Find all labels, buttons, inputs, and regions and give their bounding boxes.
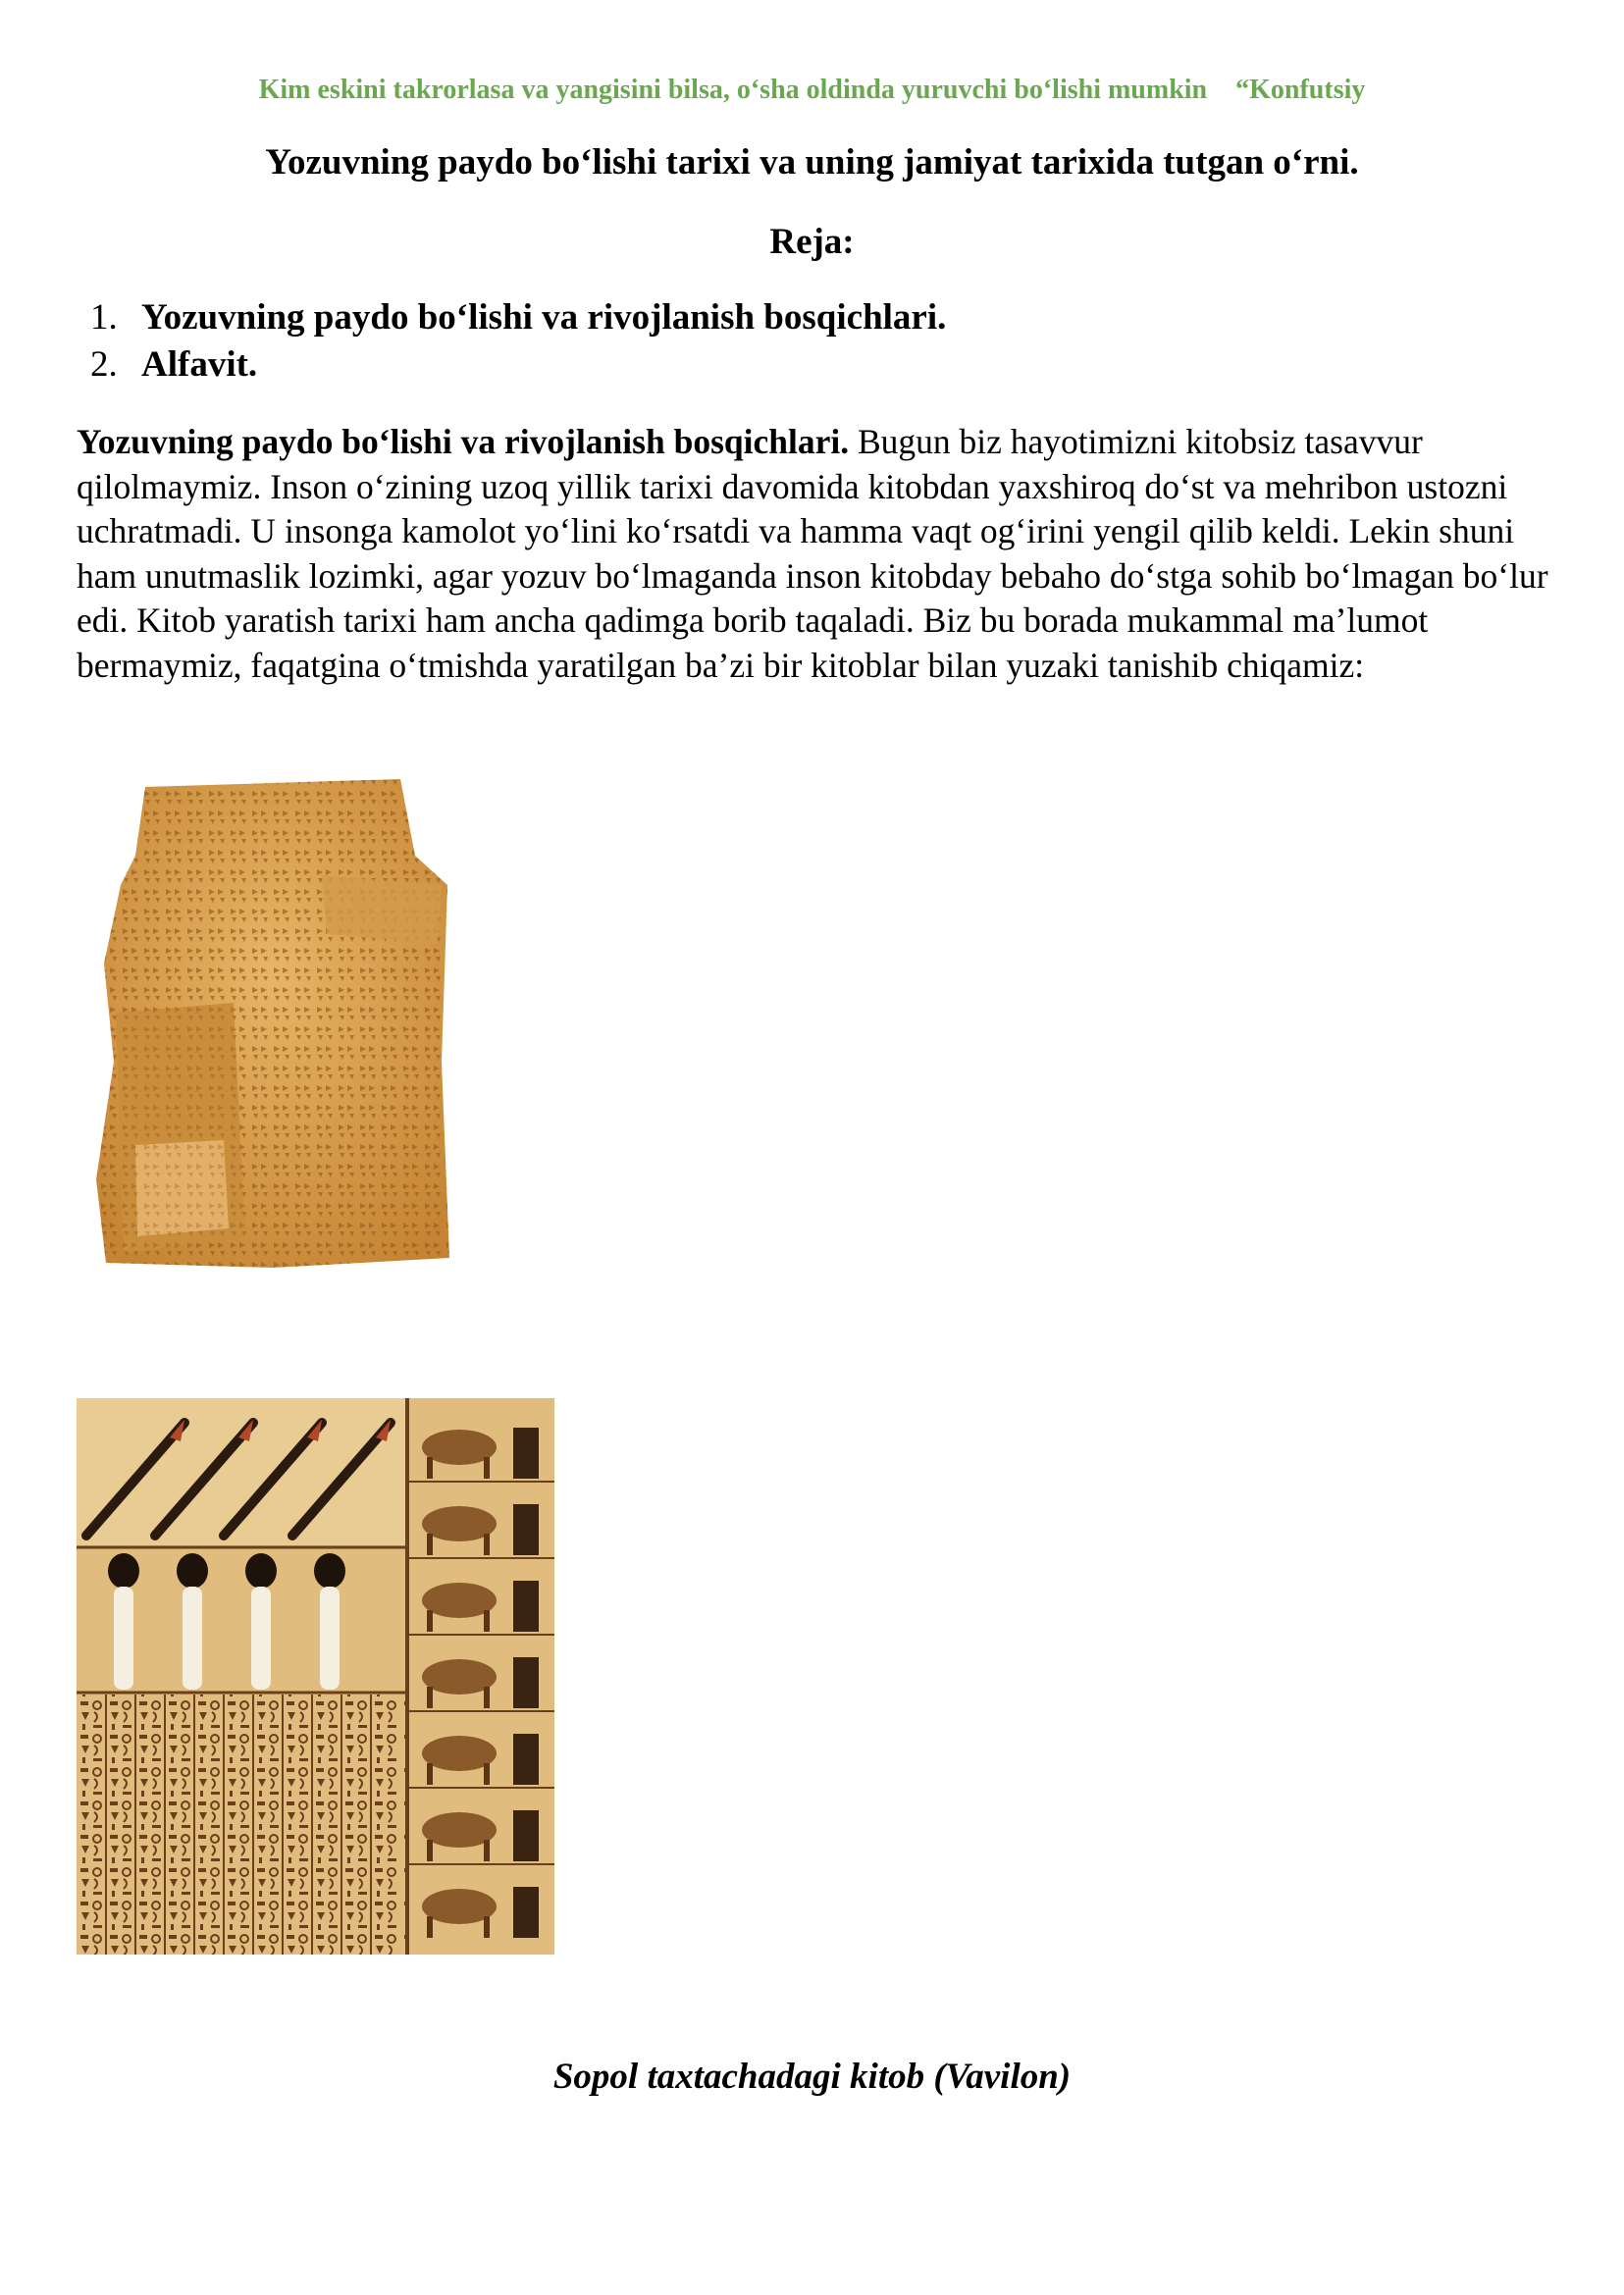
plan-list <box>90 294 946 389</box>
figure-caption: Sopol taxtachadagi kitob (Vavilon) <box>552 2057 1072 2097</box>
plan-item-text: Alfavit. <box>141 344 258 385</box>
page-title: Yozuvning paydo bo‘lishi tarixi va uning jamiyat tarixida tutgan o‘rni. <box>265 142 1359 183</box>
epigraph-author: “Konfutsiy <box>1235 75 1366 105</box>
plan-item <box>90 341 946 389</box>
papyrus-illustration <box>77 1398 554 1955</box>
section-lead: Yozuvning paydo bo‘lishi va rivojlanish bosqichlari. <box>77 422 850 461</box>
plan-item-number: 2. <box>90 344 118 385</box>
plan-item-text: Yozuvning paydo bo‘lishi va rivojlanish bosqichlari. <box>141 297 947 338</box>
plan-label: Reja: <box>769 222 855 262</box>
section-body: Bugun biz hayotimizni kitobsiz tasavvur qilolmaymiz. Inson o‘zining uzoq yillik tarixi davomida kitobdan yaxshiroq do‘st va mehribon ustozni uchratmadi. U insonga kamolot yo‘lini ko‘rsatdi va hamma vaqt og‘irini yengil qilib keldi. Lekin shuni ham unutmaslik lozimki, agar yozuv bo‘lmaganda inson kitobday bebaho do‘stga sohib bo‘lmagan bo‘lur edi. Kitob yaratish tarixi ham ancha qadimga borib taqaladi. Biz bu borada mukammal ma’lumot bermaymiz, faqatgina o‘tmishda yaratilgan ba’zi bir kitoblar bilan yuzaki tanishib chiqamiz: <box>77 422 1548 685</box>
plan-item <box>90 294 946 341</box>
clay-tablet-illustration <box>77 767 489 1289</box>
papyrus-image <box>77 1398 554 1955</box>
clay-tablet-image <box>77 767 489 1289</box>
epigraph <box>0 75 1624 106</box>
section-paragraph <box>77 420 1548 688</box>
plan-item-number: 1. <box>90 297 118 338</box>
epigraph-text: Kim eskini takrorlasa va yangisini bilsa, o‘sha oldinda yuruvchi bo‘lishi mumkin <box>258 75 1208 105</box>
